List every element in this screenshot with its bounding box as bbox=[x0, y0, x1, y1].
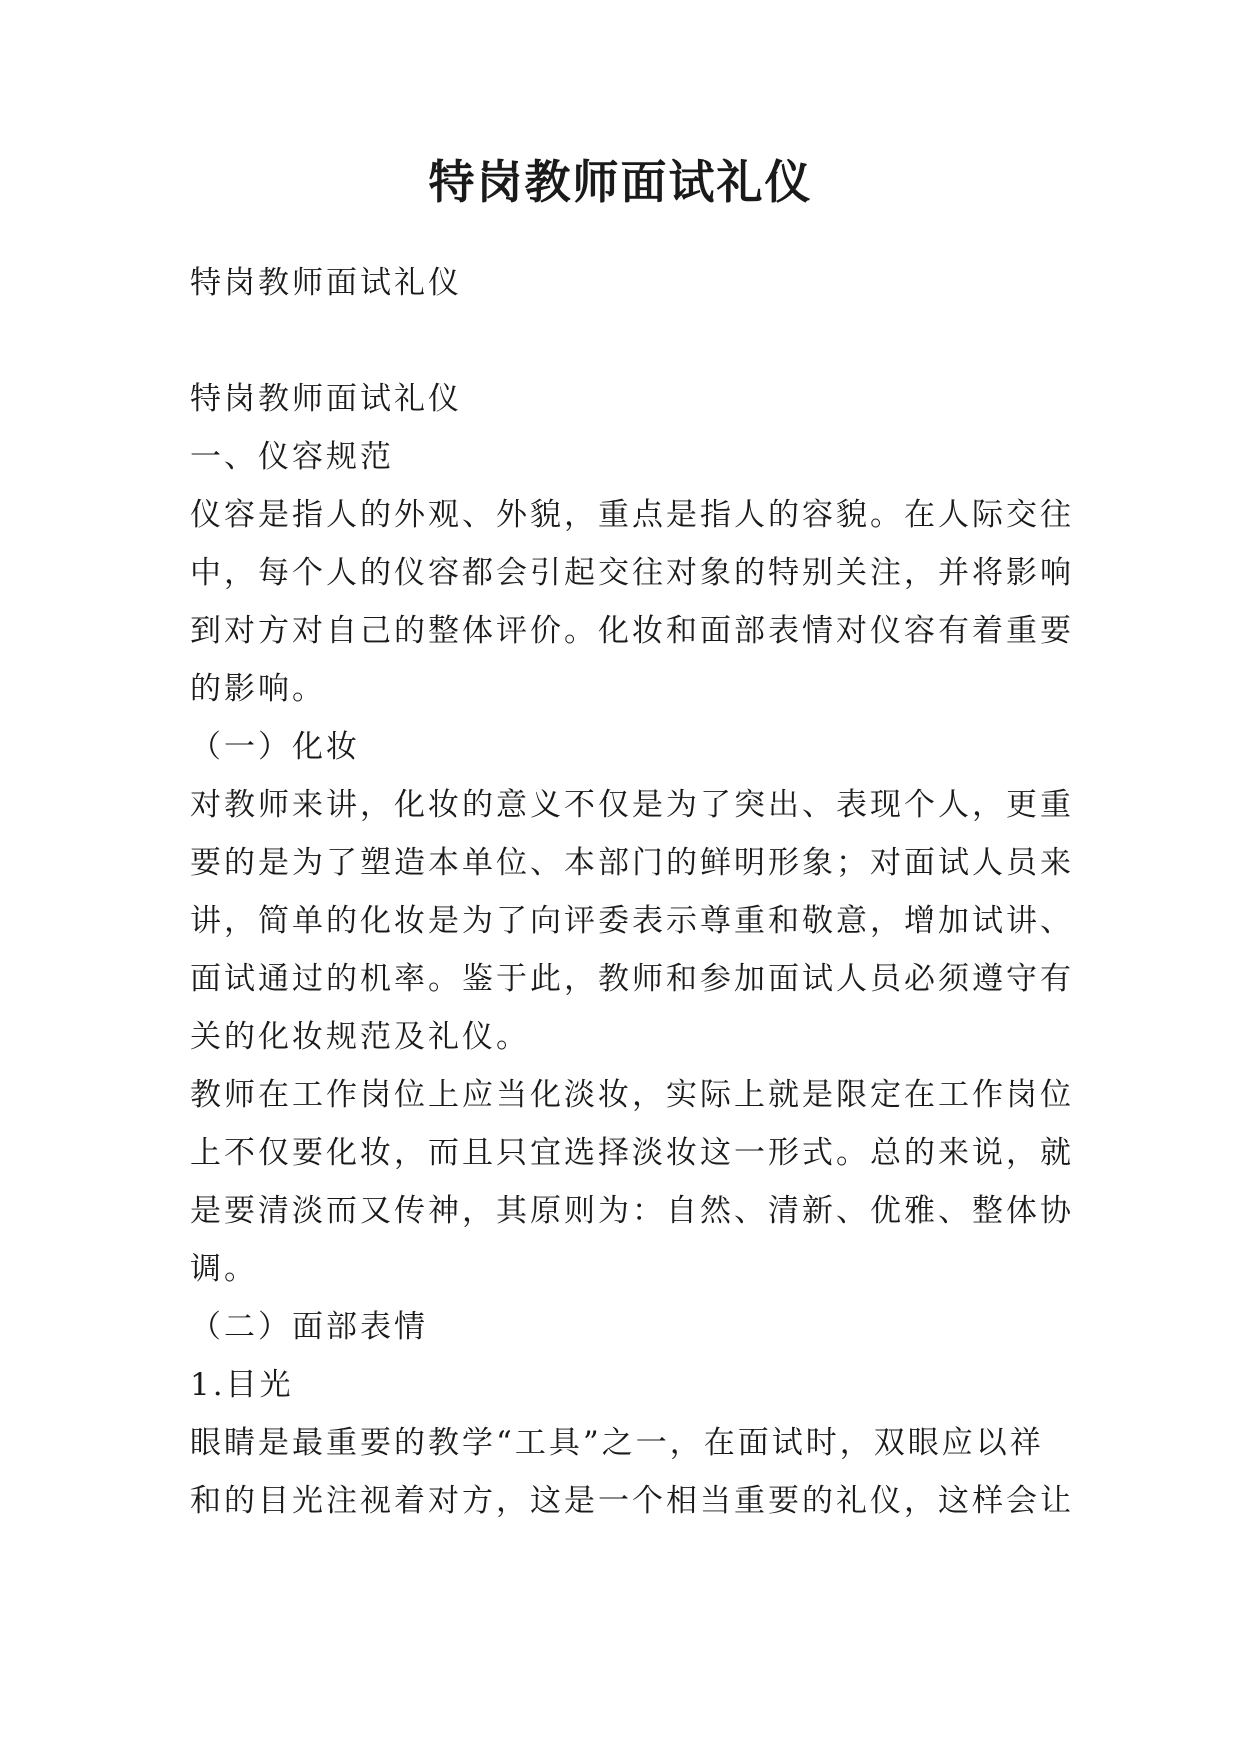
paragraph-line: 教师在工作岗位上应当化淡妆，实际上就是限定在工作岗位 bbox=[190, 1077, 1074, 1113]
document-body bbox=[190, 254, 1074, 1530]
paragraph-line: 讲，简单的化妆是为了向评委表示尊重和敬意，增加试讲、 bbox=[190, 903, 1074, 939]
paragraph-line: 面试通过的机率。鉴于此，教师和参加面试人员必须遵守有 bbox=[190, 961, 1074, 997]
paragraph-line: 上不仅要化妆，而且只宜选择淡妆这一形式。总的来说，就 bbox=[190, 1135, 1074, 1171]
paragraph-line: 中，每个人的仪容都会引起交往对象的特别关注，并将影响 bbox=[190, 555, 1074, 591]
paragraph-line: 到对方对自己的整体评价。化妆和面部表情对仪容有着重要 bbox=[190, 613, 1074, 649]
paragraph-line: 仪容是指人的外观、外貌，重点是指人的容貌。在人际交往 bbox=[190, 497, 1074, 533]
paragraph-line: 关的化妆规范及礼仪。 bbox=[190, 1019, 530, 1055]
subsection-heading: （二）面部表情 bbox=[190, 1309, 428, 1345]
blank-line bbox=[190, 312, 1070, 370]
paragraph-line: 眼睛是最重要的教学“工具”之一，在面试时，双眼应以祥 bbox=[190, 1425, 1044, 1461]
numbered-heading: 1.目光 bbox=[190, 1367, 294, 1403]
paragraph-line: 特岗教师面试礼仪 bbox=[190, 381, 462, 417]
subtitle-line: 特岗教师面试礼仪 bbox=[190, 265, 462, 301]
paragraph-line: 调。 bbox=[190, 1251, 258, 1287]
subsection-heading: （一）化妆 bbox=[190, 729, 360, 765]
paragraph-line: 是要清淡而又传神，其原则为：自然、清新、优雅、整体协 bbox=[190, 1193, 1074, 1229]
paragraph-line: 的影响。 bbox=[190, 671, 326, 707]
paragraph-line: 对教师来讲，化妆的意义不仅是为了突出、表现个人，更重 bbox=[190, 787, 1074, 823]
paragraph-line: 要的是为了塑造本单位、本部门的鲜明形象；对面试人员来 bbox=[190, 845, 1074, 881]
section-heading: 一、仪容规范 bbox=[190, 439, 394, 475]
paragraph-line: 和的目光注视着对方，这是一个相当重要的礼仪，这样会让 bbox=[190, 1483, 1074, 1519]
document-title: 特岗教师面试礼仪 bbox=[428, 155, 813, 209]
